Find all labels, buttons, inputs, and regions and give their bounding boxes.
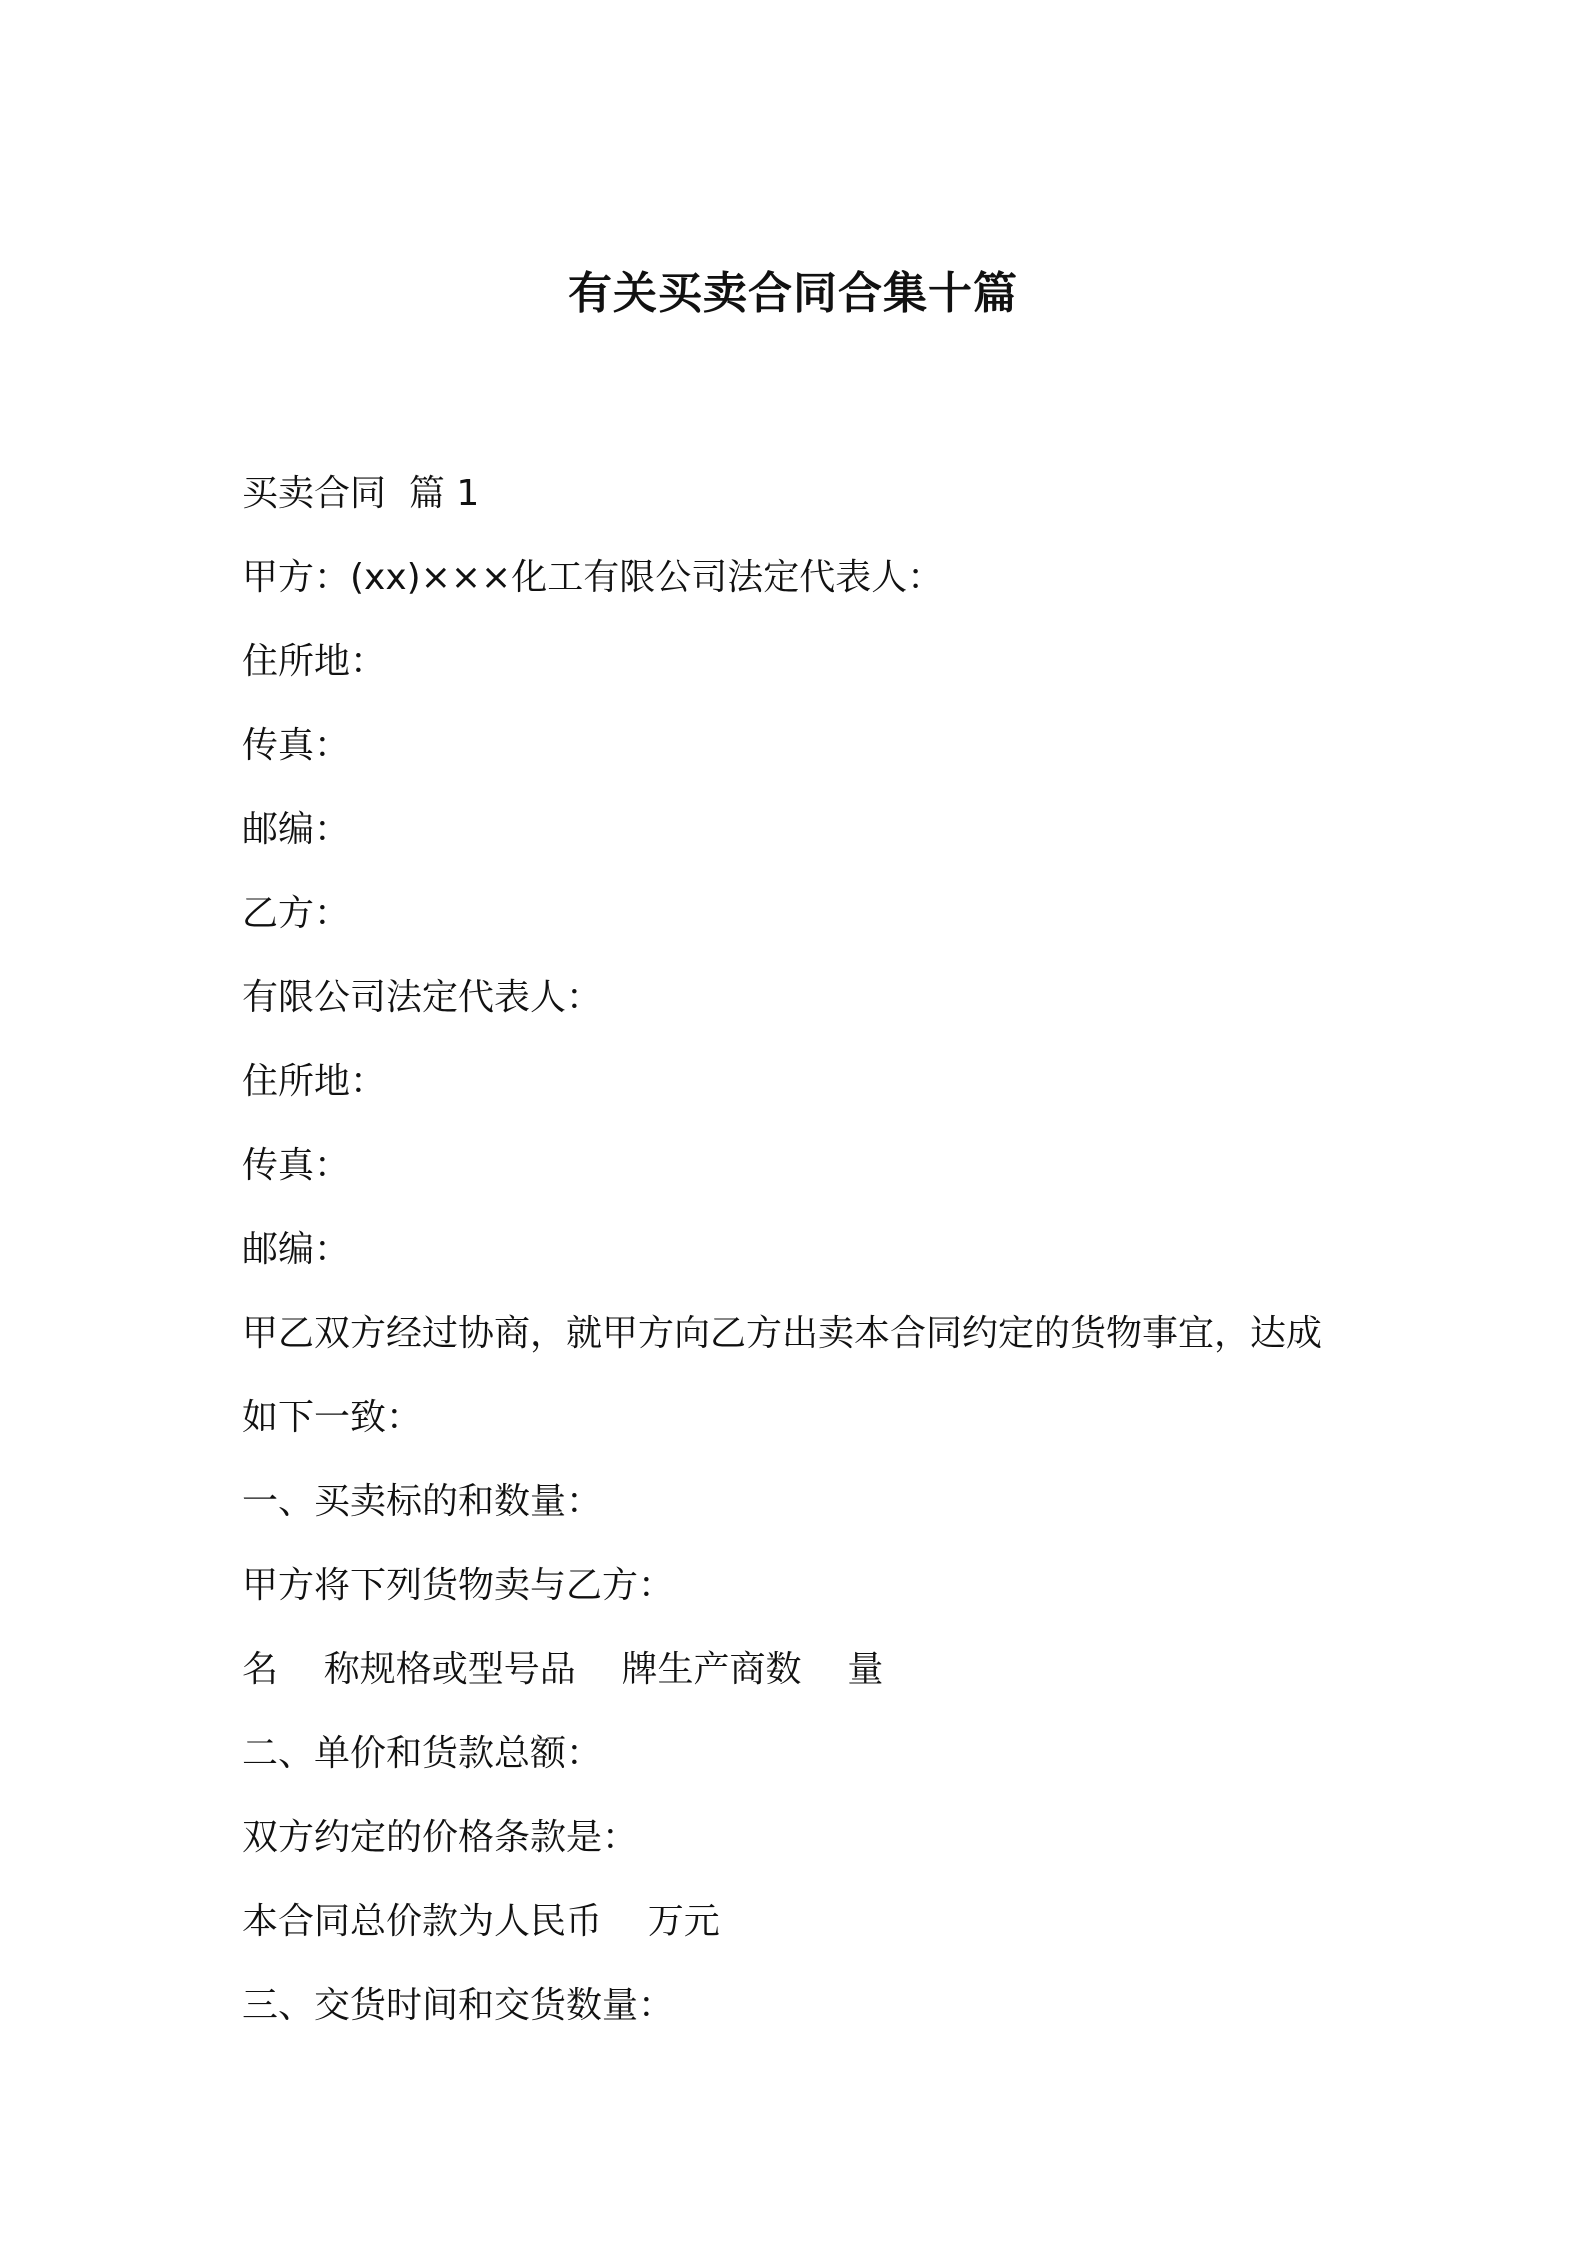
party-b-representative: 有限公司法定代表人： — [242, 977, 603, 1018]
party-b-postcode: 邮编： — [242, 1229, 351, 1270]
total-price-line: 本合同总价款为人民币 万元 — [242, 1901, 720, 1942]
party-a-address: 住所地： — [242, 641, 387, 682]
section-heading: 买卖合同 篇 1 — [242, 473, 480, 514]
party-b-line: 乙方： — [242, 893, 351, 934]
clause-2-heading: 二、单价和货款总额： — [242, 1733, 603, 1774]
clause-2-text: 双方约定的价格条款是： — [242, 1817, 639, 1858]
party-b-address: 住所地： — [242, 1061, 387, 1102]
party-a-fax: 传真： — [242, 725, 351, 766]
party-b-fax: 传真： — [242, 1145, 351, 1186]
party-a-line: 甲方：(xx)×××化工有限公司法定代表人： — [242, 557, 944, 598]
goods-table-header: 名 称规格或型号品 牌生产商数 量 — [242, 1649, 884, 1690]
document-body — [242, 452, 1372, 2048]
party-a-postcode: 邮编： — [242, 809, 351, 850]
clause-3-heading: 三、交货时间和交货数量： — [242, 1985, 675, 2026]
agreement-paragraph-continued: 如下一致： — [242, 1397, 423, 1438]
clause-1-heading: 一、买卖标的和数量： — [242, 1481, 603, 1522]
clause-1-text: 甲方将下列货物卖与乙方： — [242, 1565, 675, 1606]
document-title: 有关买卖合同合集十篇 — [568, 268, 1018, 319]
agreement-paragraph: 甲乙双方经过协商，就甲方向乙方出卖本合同约定的货物事宜，达成 — [242, 1313, 1323, 1354]
